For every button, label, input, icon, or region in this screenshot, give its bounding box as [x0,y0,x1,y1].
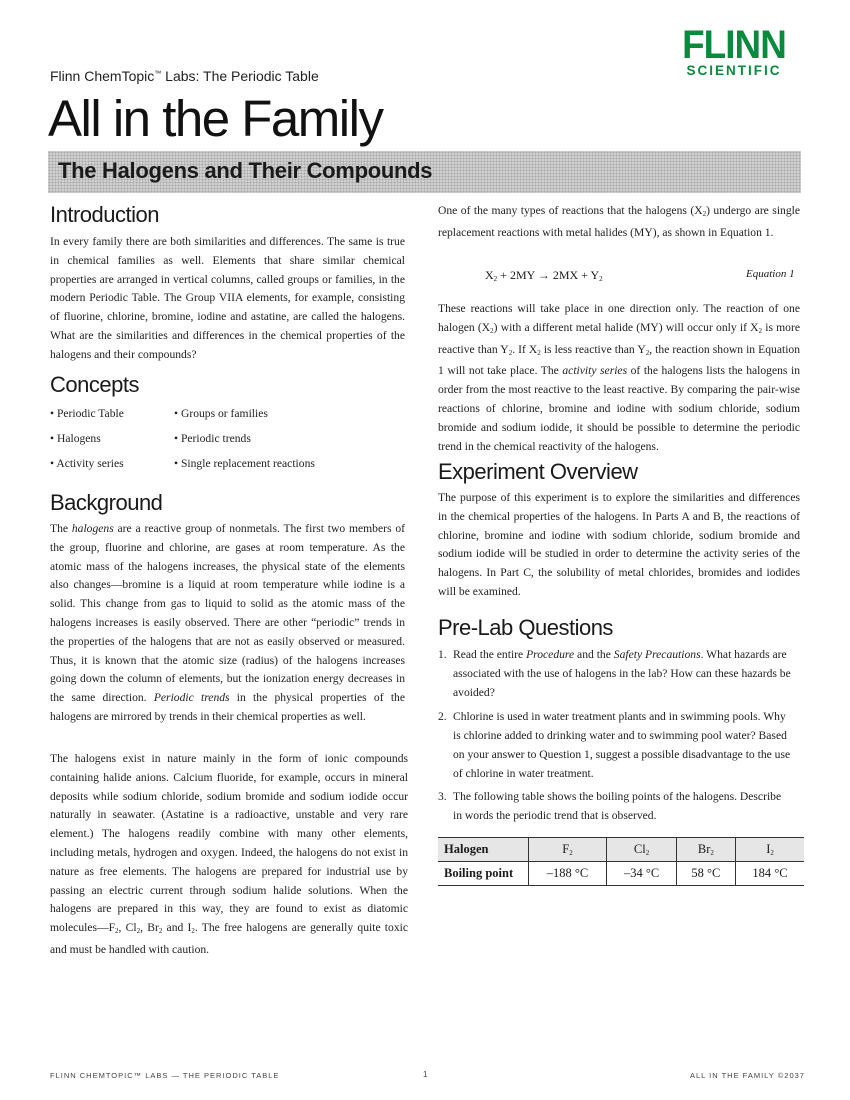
equation-1: $X_2 + 2MY \to 2MX + Y_2$ [485,268,603,283]
concept-item: • Single replacement reactions [174,457,315,470]
question-number: 2. [438,710,447,723]
page-subtitle: The Halogens and Their Compounds [58,158,433,183]
reactions-paragraph-1: One of the many types of reactions that the halogens $(X_2)$ undergo are single replacement reactions with metal halides (MY), as shown in Equation 1. [438,204,800,239]
introduction-text: In every family there are both similarities and differences. The same is true in chemical families as well. Elements that share similar chemical properties are arranged in vertical columns, called groups or families, in the modern Periodic Table. The Group VIIA elements, for example, consisting of fluorine, chlorine, bromine, iodine and astatine, are called the halogens. What are the similarities and differences in the chemical properties of the halogens and their compounds? [50,235,405,361]
concept-item: • Activity series [50,457,124,470]
experiment-overview-text: The purpose of this experiment is to explore the similarities and differences in the chemical properties of the halogens. In Parts A and B, the reactions of chlorine, bromine and iodine with sodium chloride, sodium bromide and sodium iodide will be studied in order to determine the activity series of the halogens. In Part C, the solubility of metal chlorides, bromides and iodides will be examined. [438,491,800,598]
prelab-question-2: Chlorine is used in water treatment plants and in swimming pools. Why is chlorine added to drinking water and to swimming pool water? Based on your answer to Question 1, suggest a possible disadvantage to the use of chlorine in water treatment. [453,710,791,780]
table-cell: –34 °C [607,862,676,886]
table-cell: 184 °C [736,862,804,886]
table-row-header: Boiling point [438,862,528,886]
table-cell: $Cl_2$ [607,838,676,862]
series-title [50,68,319,84]
question-number: 1. [438,648,447,661]
background-paragraph-2: The halogens exist in nature mainly in the form of ionic compounds containing halide anions. Calcium fluoride, for example, occurs in mineral deposits while sodium chloride, sodium bromide and sodium iodide occur naturally in seawater. (Astatine is a radioactive, unstable and very rare element.) The halogens readily combine with many other elements, including metals, hydrogen and oxygen. Indeed, the halogens do not exist in nature as free elements. The halogens are prepared for industrial use by passing an electric current through sodium halide solutions. When the halogens are prepared in this way, they are found to exist as diatomic $molecules—F_2$, $Cl_2$, $Br_2$ and $I_2$. The free halogens are generally quite toxic and must be handled with caution. [50,752,408,956]
series-suffix: Labs: The Periodic Table [161,68,319,84]
boiling-point-table [438,837,804,886]
table-row-header: Halogen [438,838,528,862]
concepts-heading: Concepts [50,372,139,397]
series-prefix: Flinn ChemTopic [50,68,155,84]
prelab-question-1: Read the entire Procedure and the Safety Precautions. What hazards are associated with the use of halogens in the lab? How can these hazards be avoided? [453,648,791,699]
footer-title: ALL IN THE FAMILY ©2037 [690,1071,805,1080]
table-cell: $Br_2$ [676,838,735,862]
experiment-overview-heading: Experiment Overview [438,459,638,484]
question-number: 3. [438,790,447,803]
equation-label: Equation 1 [746,268,795,280]
table-cell: $I_2$ [736,838,804,862]
table-cell: $F_2$ [528,838,607,862]
table-row [438,862,804,886]
table-row [438,838,804,862]
concept-item: • Periodic Table [50,407,124,420]
table-cell: –188 °C [528,862,607,886]
table-cell: 58 °C [676,862,735,886]
logo-scientific-text: SCIENTIFIC [686,63,782,78]
prelab-heading: Pre-Lab Questions [438,615,613,640]
reactions-paragraph-2: These reactions will take place in one direction only. The reaction of one halogen $(X_2)$ with a different metal halide (MY) will occur only if $X_2$ is more reactive than $Y_2$. If $X_2$ is less reactive than $Y_2$, the reaction shown in Equation 1 will not take place. The activity series of the halogens lists the halogens in order from the most reactive to the least reactive. By comparing the pair-wise reactions of chlorine, bromine and iodine with sodium chloride, sodium bromide and sodium iodide, it should be possible to determine the periodic trend in the chemical reactivity of the halogens. [438,302,801,453]
logo-flinn-text: FLINN [682,23,786,67]
background-heading: Background [50,490,163,515]
concept-item: • Groups or families [174,407,268,420]
flinn-scientific-logo [664,23,804,78]
prelab-question-3: The following table shows the boiling points of the halogens. Describe in words the periodic trend that is observed. [453,790,782,822]
concept-item: • Halogens [50,432,101,445]
trademark: ™ [154,70,162,78]
footer-series: FLINN CHEMTOPIC™ LABS — THE PERIODIC TABLE [50,1071,280,1080]
page-number: 1 [423,1070,428,1079]
introduction-heading: Introduction [50,202,159,227]
background-paragraph-1: The halogens are a reactive group of nonmetals. The first two members of the group, fluorine and chlorine, are gases at room temperature. As the atomic mass of the halogens increases, the physical state of the elements also changes—bromine is a liquid at room temperature while iodine is a solid. This change from gas to liquid to solid as the atomic mass of the halogens increases is easily observed. There are other “periodic” trends in the properties of the halogens that are not as easily observed or measured. Thus, it is known that the atomic size (radius) of the halogens increases going down the column of elements, but the ionization energy decreases in the same direction. Periodic trends in the physical properties of the halogens are mirrored by trends in their chemical properties as well. [50,522,405,723]
concept-item: • Periodic trends [174,432,251,445]
page-title: All in the Family [48,90,383,147]
